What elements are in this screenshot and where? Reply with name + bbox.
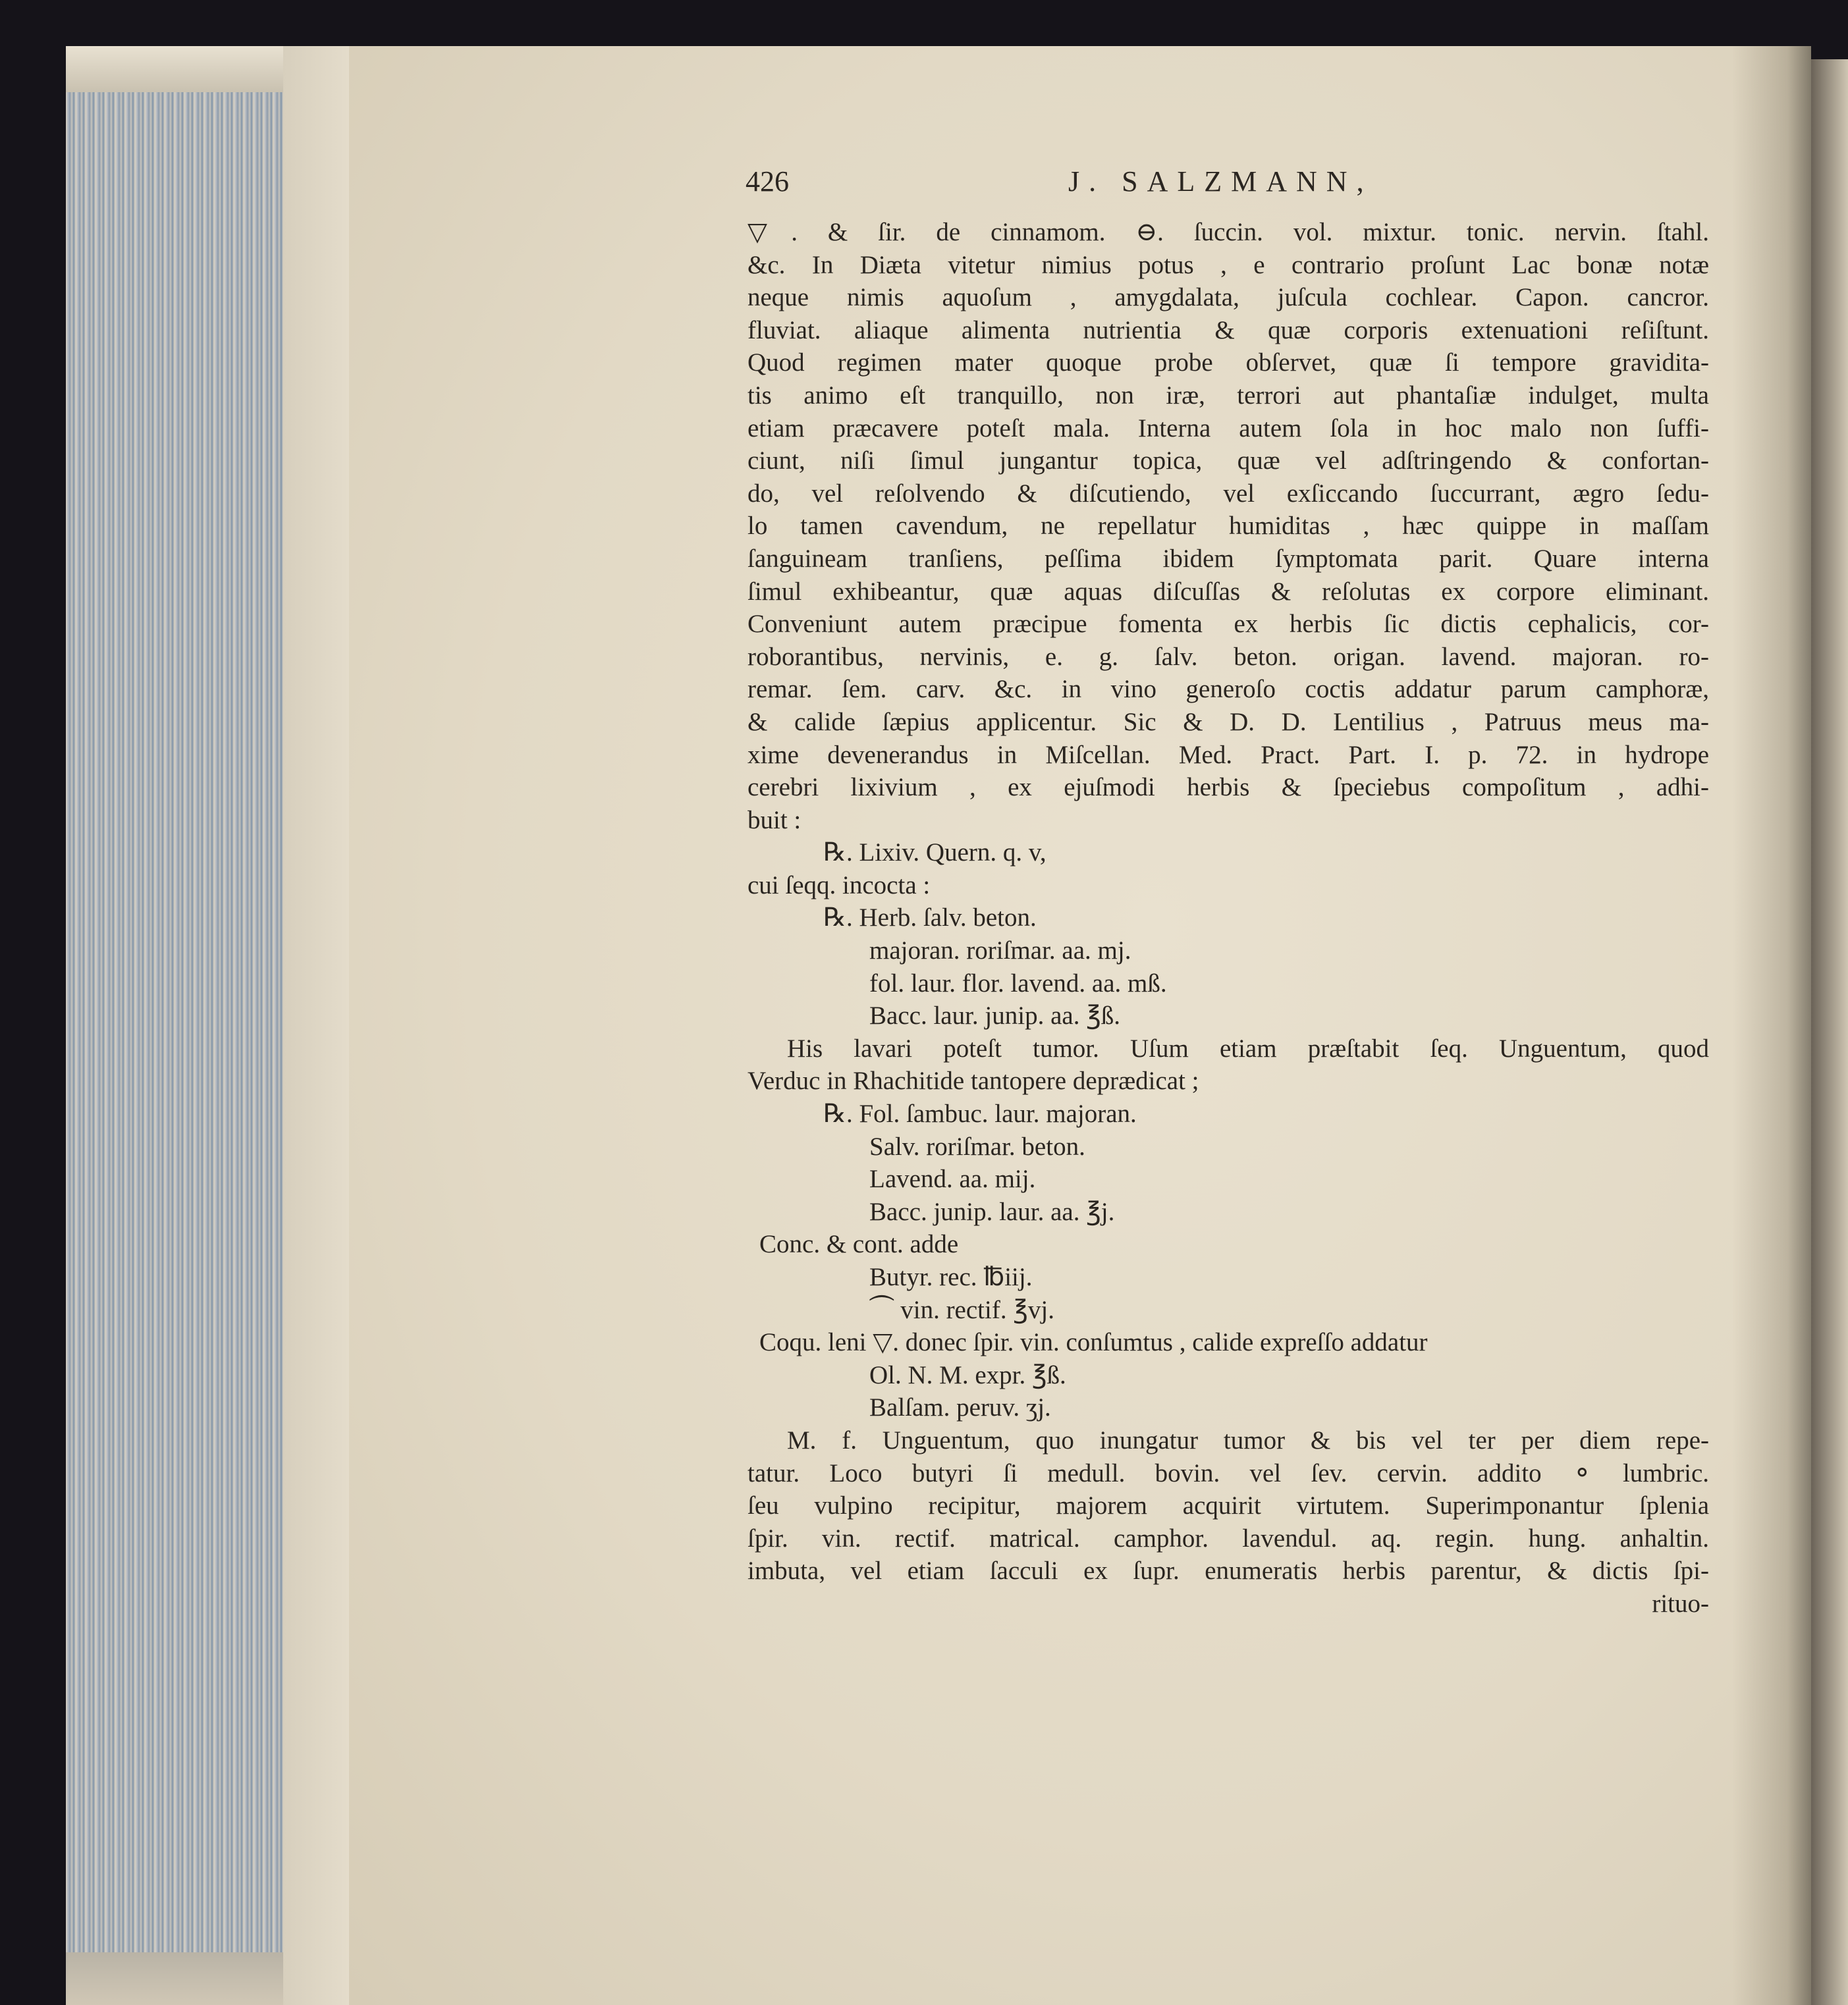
recipe-line: majoran. roriſmar. aa. mj. (869, 936, 1131, 965)
text-line: Conc. & cont. adde (759, 1230, 959, 1259)
recipe-line: ⏜ vin. rectif. ℥vj. (869, 1295, 1054, 1324)
text-line: do, vel reſolvendo & diſcutiendo, vel exſiccando ſuccurrant, ægro ſedu- (747, 479, 1709, 508)
page-edge-margin (283, 46, 349, 2005)
text-line: etiam præcavere poteſt mala. Interna autem ſola in hoc malo non ſuffi- (747, 414, 1709, 442)
page-header (746, 165, 1707, 204)
text-line: His lavari poteſt tumor. Uſum etiam præſtabit ſeq. Unguentum, quod (787, 1034, 1709, 1063)
page-gutter-shadow (1732, 46, 1811, 2005)
text-line: lo tamen cavendum, ne repellatur humiditas , hæc quippe in maſſam (747, 512, 1709, 541)
recipe-line: Salv. roriſmar. beton. (869, 1132, 1085, 1161)
text-line: ſanguineam tranſiens, peſſima ibidem ſymptomata parit. Quare interna (747, 544, 1709, 573)
text-line: cui ſeqq. incocta : (747, 870, 931, 899)
recipe-line: Bacc. junip. laur. aa. ℥j. (869, 1197, 1115, 1226)
next-page-edge (1811, 59, 1848, 2005)
text-line: ciunt, niſi ſimul jungantur topica, quæ vel adſtringendo & confortan- (747, 446, 1709, 475)
text-line: ▽. & ſir. de cinnamom. ⊖. ſuccin. vol. mixtur. tonic. nervin. ſtahl. (747, 218, 1709, 246)
recipe-line: Butyr. rec. ℔iij. (869, 1263, 1033, 1291)
running-head: J. SALZMANN, (1068, 165, 1373, 198)
text-line: & calide ſæpius applicentur. Sic & D. D. Lentilius , Patruus meus ma- (747, 707, 1709, 736)
recipe-line: Balſam. peruv. ʒj. (869, 1393, 1051, 1422)
text-line: Verduc in Rhachitide tantopere deprædicat ; (747, 1067, 1199, 1096)
text-line: &c. In Diæta vitetur nimius potus , e contrario proſunt Lac bonæ notæ (747, 250, 1709, 279)
recipe-line: Bacc. laur. junip. aa. ℥ß. (869, 1002, 1120, 1030)
recipe-line: ℞. Fol. ſambuc. laur. majoran. (823, 1100, 1137, 1129)
text-line: Quod regimen mater quoque probe obſervet, quæ ſi tempore gravidita- (747, 348, 1709, 377)
text-line: xime devenerandus in Miſcellan. Med. Pract. Part. I. p. 72. in hydrope (747, 740, 1709, 769)
recipe-line: Lavend. aa. mij. (869, 1165, 1036, 1194)
text-line: neque nimis aquoſum , amygdalata, juſcula cochlear. Capon. cancror. (747, 283, 1709, 312)
recipe-line: ℞. Lixiv. Quern. q. v, (823, 838, 1046, 867)
text-line: remar. ſem. carv. &c. in vino generoſo coctis addatur parum camphoræ, (747, 675, 1709, 704)
text-line: imbuta, vel etiam ſacculi ex ſupr. enumeratis herbis parentur, & dictis ſpi- (747, 1557, 1709, 1586)
text-line: roborantibus, nervinis, e. g. ſalv. beton. origan. lavend. majoran. ro- (747, 642, 1709, 671)
text-line: buit : (747, 805, 802, 834)
recipe-line: ℞. Herb. ſalv. beton. (823, 903, 1037, 932)
text-line: tatur. Loco butyri ſi medull. bovin. vel ſev. cervin. addito ⚬ lumbric. (747, 1458, 1709, 1487)
text-line: ſpir. vin. rectif. matrical. camphor. lavendul. aq. regin. hung. anhaltin. (747, 1524, 1709, 1553)
text-line: cerebri lixivium , ex ejuſmodi herbis & ſpeciebus compoſitum , adhi- (747, 773, 1709, 802)
text-line: Conveniunt autem præcipue fomenta ex herbis ſic dictis cephalicis, cor- (747, 610, 1709, 639)
body-text (747, 216, 1709, 1620)
text-line: tis animo eſt tranquillo, non iræ, terrori aut phantaſiæ indulget, multa (747, 381, 1709, 410)
text-line: ſimul exhibeantur, quæ aquas diſcuſſas & reſolutas ex corpore eliminant. (747, 577, 1709, 606)
text-line: M. f. Unguentum, quo inungatur tumor & bis vel ter per diem repe- (787, 1426, 1709, 1455)
text-line: fluviat. aliaque alimenta nutrientia & quæ corporis extenuationi reſiſtunt. (747, 315, 1709, 344)
text-line: ſeu vulpino recipitur, majorem acquirit virtutem. Superimponantur ſplenia (747, 1491, 1709, 1520)
recipe-line: Ol. N. M. expr. ℥ß. (869, 1360, 1066, 1389)
page-number: 426 (746, 165, 789, 198)
text-line: Coqu. leni ▽. donec ſpir. vin. conſumtus , calide expreſſo addatur (759, 1328, 1428, 1357)
catchword: rituo- (1652, 1589, 1709, 1618)
recipe-line: fol. laur. flor. lavend. aa. mß. (869, 969, 1167, 998)
